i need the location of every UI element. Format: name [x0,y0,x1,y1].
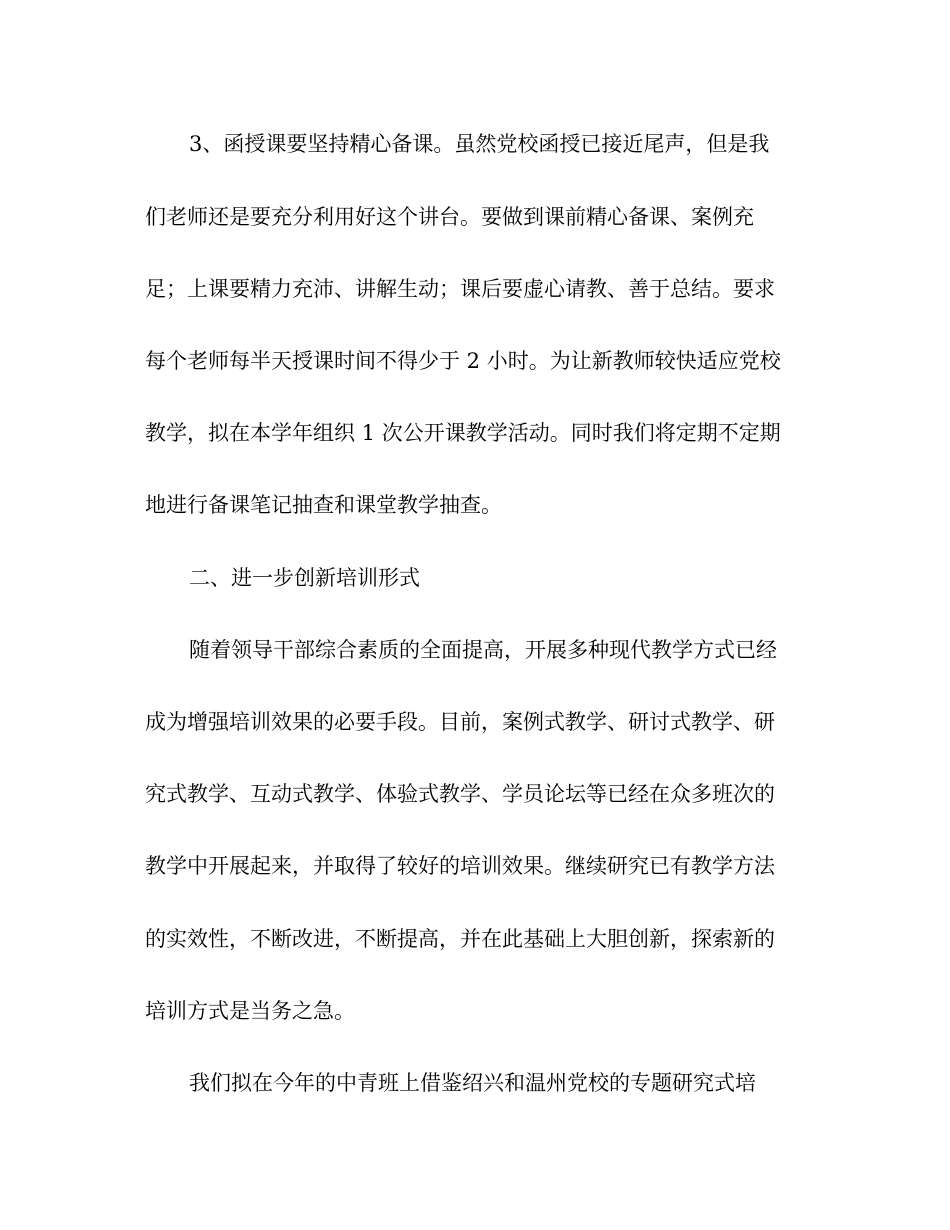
paragraph-line: 教学中开展起来，并取得了较好的培训效果。继续研究已有教学方法 [145,854,775,878]
paragraph-line: 究式教学、互动式教学、体验式教学、学员论坛等已经在众多班次的 [145,782,775,806]
paragraph-line: 3、函授课要坚持精心备课。虽然党校函授已接近尾声，但是我 [189,132,770,156]
paragraph-line: 随着领导干部综合素质的全面提高，开展多种现代教学方式已经 [189,638,777,662]
paragraph-line: 足；上课要精力充沛、讲解生动；课后要虚心请教、善于总结。要求 [145,277,775,301]
paragraph-line: 们老师还是要充分利用好这个讲台。要做到课前精心备课、案例充 [145,205,754,229]
paragraph-line: 地进行备课笔记抽查和课堂教学抽查。 [145,493,502,517]
paragraph-line: 的实效性，不断改进，不断提高，并在此基础上大胆创新，探索新的 [145,927,775,951]
paragraph-line: 培训方式是当务之急。 [145,999,355,1023]
paragraph-line: 每个老师每半天授课时间不得少于 2 小时。为让新教师较快适应党校 [145,349,781,373]
paragraph-line: 教学，拟在本学年组织 1 次公开课教学活动。同时我们将定期不定期 [145,421,781,445]
section-heading: 二、进一步创新培训形式 [189,566,420,590]
paragraph-line: 我们拟在今年的中青班上借鉴绍兴和温州党校的专题研究式培 [189,1071,756,1095]
paragraph-line: 成为增强培训效果的必要手段。目前，案例式教学、研讨式教学、研 [145,710,775,734]
